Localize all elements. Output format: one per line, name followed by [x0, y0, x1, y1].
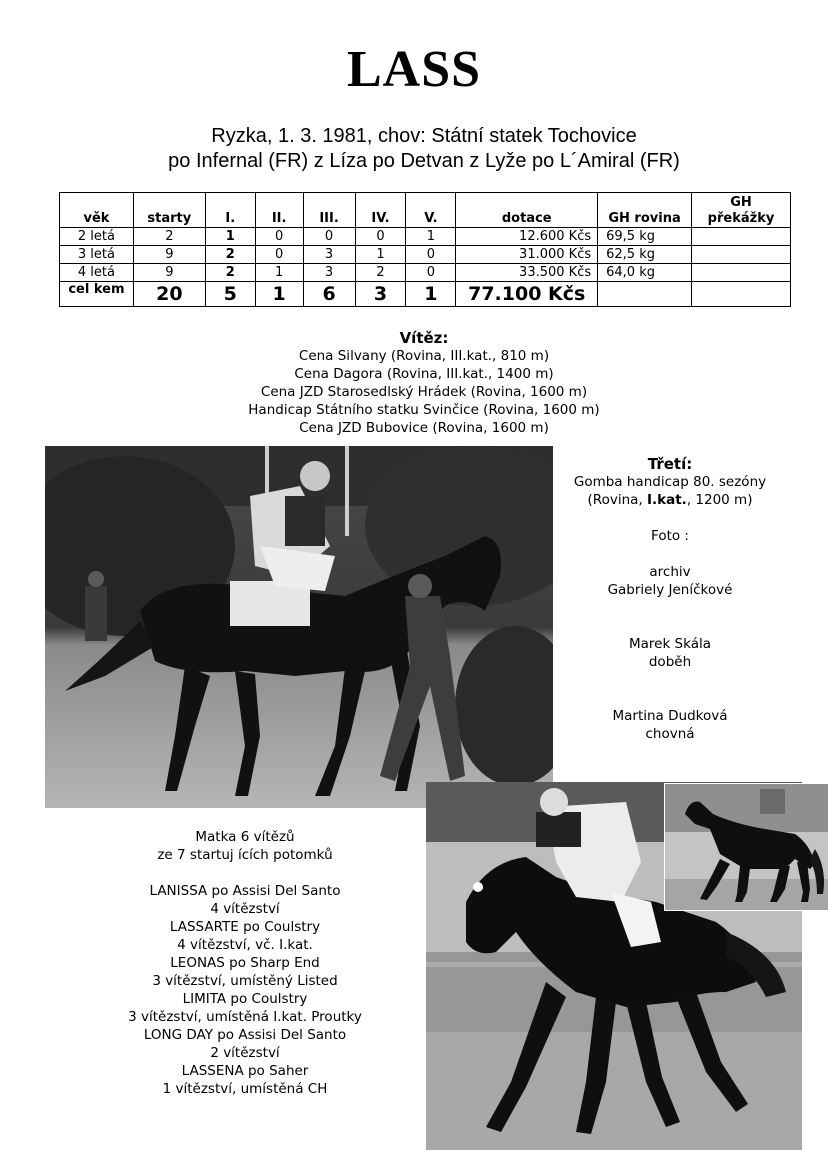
table-cell: 0 [255, 228, 303, 246]
table-cell: 0 [355, 228, 406, 246]
table-cell: 69,5 kg [598, 228, 692, 246]
offspring-name: LIMITA po Coulstry [182, 991, 308, 1007]
col-header: V. [406, 193, 456, 228]
third-place-section [555, 455, 785, 743]
broodmare-photo [664, 783, 828, 911]
offspring-name: LASSARTE po Coulstry [169, 919, 321, 935]
win-entry: Cena JZD Bubovice (Rovina, 1600 m) [299, 420, 549, 436]
col-header: dotace [456, 193, 598, 228]
table-cell [598, 282, 692, 307]
table-cell: 3 [355, 282, 406, 307]
table-cell: 62,5 kg [598, 246, 692, 264]
table-cell: 2 letá [60, 228, 134, 246]
table-cell: 0 [406, 246, 456, 264]
photo-credit-label: Foto : [651, 528, 689, 544]
table-cell: 2 [205, 246, 255, 264]
col-header: starty [133, 193, 205, 228]
offspring-name: LEONAS po Sharp End [170, 955, 320, 971]
col-header: věk [60, 193, 134, 228]
table-cell: 5 [205, 282, 255, 307]
col-header: II. [255, 193, 303, 228]
table-cell: 2 [355, 264, 406, 282]
win-entry: Cena JZD Starosedlský Hrádek (Rovina, 1600 m) [260, 384, 588, 400]
table-cell [691, 228, 790, 246]
table-row [60, 264, 791, 282]
table-total-row [60, 282, 791, 307]
third-race-class: I.kat. [646, 492, 687, 508]
third-heading: Třetí: [647, 455, 693, 473]
table-cell: cel kem [60, 282, 134, 307]
table-cell: 1 [205, 228, 255, 246]
table-cell: 31.000 Kčs [456, 246, 598, 264]
table-cell: 0 [406, 264, 456, 282]
winner-heading: Vítěz: [399, 329, 449, 347]
win-entry: Cena Silvany (Rovina, III.kat., 810 m) [298, 348, 550, 364]
table-cell: 1 [255, 264, 303, 282]
photo-credit-archiv: archiv [649, 564, 691, 580]
horse-pedigree: po Infernal (FR) z Líza po Detvan z Lyže po L´Amiral (FR) [168, 150, 680, 172]
photo-credit-role: chovná [645, 726, 695, 742]
offspring-record: 3 vítězství, umístěná I.kat. Proutky [128, 1009, 362, 1025]
offspring-record: 4 vítězství [210, 901, 280, 917]
third-race-details [555, 491, 785, 509]
col-header: GH překážky [691, 193, 790, 228]
third-race: Gomba handicap 80. sezóny [573, 474, 767, 490]
table-cell: 0 [255, 246, 303, 264]
table-row [60, 246, 791, 264]
table-cell: 77.100 Kčs [456, 282, 598, 307]
table-cell: 64,0 kg [598, 264, 692, 282]
dam-section [90, 828, 400, 1098]
offspring-record: 1 vítězství, umístěná CH [162, 1081, 328, 1097]
table-cell: 1 [406, 282, 456, 307]
table-cell: 3 [303, 264, 355, 282]
photo-credit-name: Gabriely Jeníčkové [607, 582, 733, 598]
third-race-details-text: , 1200 m) [686, 492, 753, 508]
offspring-name: LANISSA po Assisi Del Santo [149, 883, 341, 899]
table-cell: 20 [133, 282, 205, 307]
third-race-details-text: (Rovina, [587, 492, 647, 508]
table-cell: 3 [303, 246, 355, 264]
table-cell [691, 246, 790, 264]
table-cell [691, 264, 790, 282]
table-row [60, 228, 791, 246]
table-cell: 6 [303, 282, 355, 307]
winner-section [200, 329, 648, 437]
horse-jockey-photo [45, 446, 553, 808]
win-entry: Handicap Státního statku Svinčice (Rovina, 1600 m) [248, 402, 600, 418]
photo-credit-role: doběh [648, 654, 692, 670]
win-entry: Cena Dagora (Rovina, III.kat., 1400 m) [294, 366, 554, 382]
offspring-record: 2 vítězství [210, 1045, 280, 1061]
dam-summary: Matka 6 vítězů [195, 829, 295, 845]
col-header: IV. [355, 193, 406, 228]
offspring-record: 4 vítězství, vč. I.kat. [177, 937, 313, 953]
photo-credit-name: Marek Skála [628, 636, 712, 652]
race-record-table [59, 192, 791, 307]
table-cell: 1 [406, 228, 456, 246]
table-cell: 1 [355, 246, 406, 264]
horse-origin: Ryzka, 1. 3. 1981, chov: Státní statek Tochovice [211, 125, 637, 147]
table-cell: 1 [255, 282, 303, 307]
col-header: III. [303, 193, 355, 228]
table-cell: 12.600 Kčs [456, 228, 598, 246]
table-cell: 9 [133, 264, 205, 282]
page-title: LASS [346, 41, 482, 98]
table-cell: 0 [303, 228, 355, 246]
table-header-row [60, 193, 791, 228]
table-cell: 33.500 Kčs [456, 264, 598, 282]
table-cell: 4 letá [60, 264, 134, 282]
col-header: GH rovina [598, 193, 692, 228]
offspring-name: LASSENA po Saher [181, 1063, 309, 1079]
dam-summary: ze 7 startuj ících potomků [157, 847, 333, 863]
photo-credit-name: Martina Dudková [612, 708, 728, 724]
table-cell: 9 [133, 246, 205, 264]
offspring-name: LONG DAY po Assisi Del Santo [143, 1027, 347, 1043]
offspring-record: 3 vítězství, umístěný Listed [152, 973, 338, 989]
table-cell: 2 [133, 228, 205, 246]
table-cell [691, 282, 790, 307]
col-header: I. [205, 193, 255, 228]
table-cell: 2 [205, 264, 255, 282]
table-cell: 3 letá [60, 246, 134, 264]
